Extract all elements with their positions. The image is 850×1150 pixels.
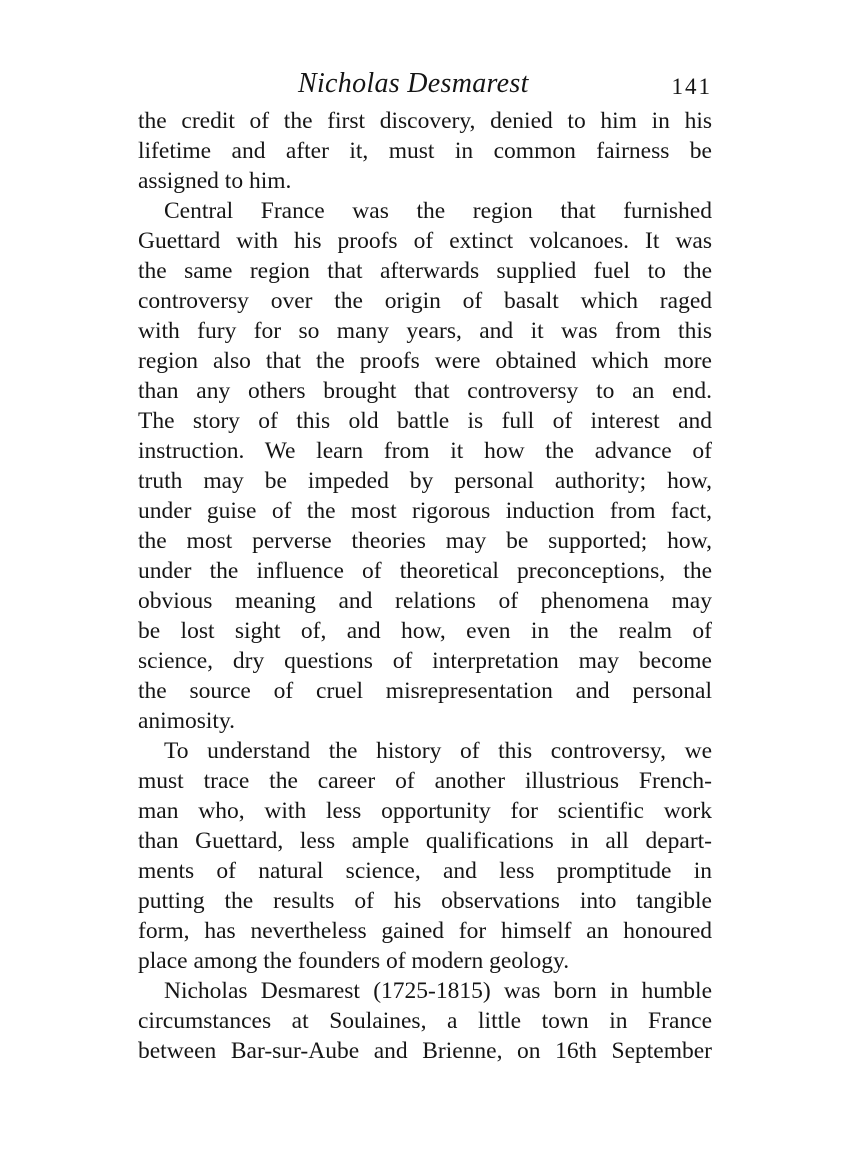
text-line: putting the results of his observations into tangible <box>138 888 712 914</box>
text-line: with fury for so many years, and it was from this <box>138 318 712 344</box>
text-line: assigned to him. <box>138 168 292 194</box>
text-line: under guise of the most rigorous induction from fact, <box>138 498 712 524</box>
text-line: between Bar-sur-Aube and Brienne, on 16th September <box>138 1038 712 1064</box>
text-line: the source of cruel misrepresentation and personal <box>138 678 712 704</box>
text-line: the same region that afterwards supplied fuel to the <box>138 258 712 284</box>
text-line: man who, with less opportunity for scientific work <box>138 798 712 824</box>
text-line: Guettard with his proofs of extinct volcanoes. It was <box>138 228 712 254</box>
text-line: than Guettard, less ample qualifications in all depart- <box>138 828 712 854</box>
text-line: The story of this old battle is full of interest and <box>138 408 712 434</box>
text-line: ments of natural science, and less promptitude in <box>138 858 712 884</box>
text-line: To understand the history of this controversy, we <box>164 738 712 764</box>
text-line: animosity. <box>138 708 236 734</box>
running-title: Nicholas Desmarest <box>298 68 529 99</box>
text-line: than any others brought that controversy to an end. <box>138 378 712 404</box>
text-line: be lost sight of, and how, even in the realm of <box>138 618 712 644</box>
running-head <box>138 62 712 106</box>
text-line: instruction. We learn from it how the advance of <box>138 438 712 464</box>
book-page <box>138 62 712 1066</box>
text-line: the most perverse theories may be supported; how, <box>138 528 712 554</box>
text-line: controversy over the origin of basalt which raged <box>138 288 712 314</box>
text-line: region also that the proofs were obtained which more <box>138 348 712 374</box>
text-line: circumstances at Soulaines, a little town in France <box>138 1008 712 1034</box>
paragraph-2 <box>138 196 712 736</box>
text-line: obvious meaning and relations of phenomena may <box>138 588 712 614</box>
paragraph-3 <box>138 736 712 976</box>
text-line: form, has nevertheless gained for himself an honoured <box>138 918 712 944</box>
text-line: science, dry questions of interpretation may become <box>138 648 712 674</box>
text-line: the credit of the first discovery, denied to him in his <box>138 108 712 134</box>
text-line: place among the founders of modern geology. <box>138 948 570 974</box>
text-line: must trace the career of another illustrious French- <box>138 768 712 794</box>
page-number: 141 <box>671 74 712 99</box>
text-line: Nicholas Desmarest (1725-1815) was born in humble <box>164 978 712 1004</box>
text-line: Central France was the region that furnished <box>164 198 712 224</box>
text-line: under the influence of theoretical preconceptions, the <box>138 558 712 584</box>
text-line: lifetime and after it, must in common fairness be <box>138 138 712 164</box>
paragraph-1 <box>138 106 712 196</box>
paragraph-4 <box>138 976 712 1066</box>
text-line: truth may be impeded by personal authority; how, <box>138 468 712 494</box>
